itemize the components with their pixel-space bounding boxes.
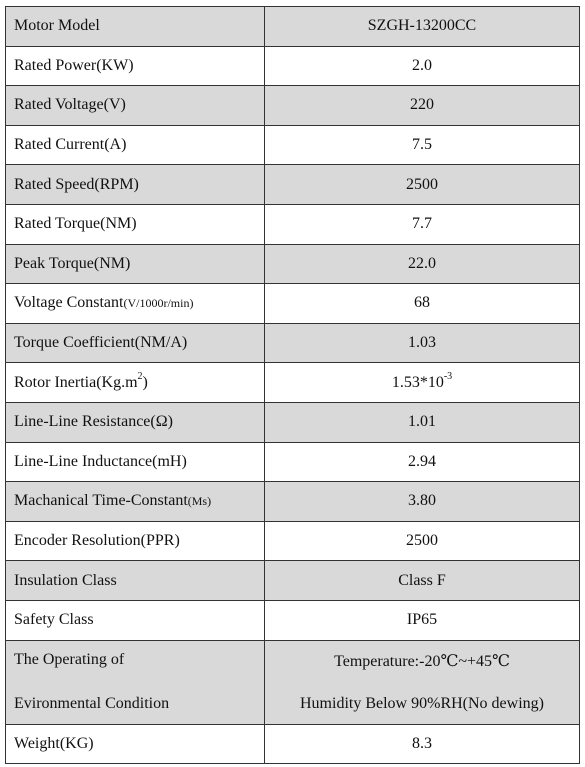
- spec-value-humidity: Humidity Below 90%RH(No dewing): [300, 695, 544, 712]
- spec-value: 7.5: [265, 125, 580, 165]
- spec-value-text: 1.53*10: [391, 373, 444, 391]
- spec-label: Rated Torque(NM): [6, 204, 265, 244]
- spec-value: 1.03: [265, 323, 580, 363]
- spec-label-unit: (V/1000r/min): [123, 296, 194, 311]
- spec-value-temperature: Temperature:-20℃~+45℃: [334, 653, 510, 670]
- table-row-rated-speed: [6, 165, 580, 205]
- table-row-insulation-class: [6, 561, 580, 601]
- spec-label-text: Rotor Inertia(Kg.m: [14, 373, 138, 391]
- spec-label: Torque Coefficient(NM/A): [6, 323, 265, 363]
- spec-value: 3.80: [265, 482, 580, 522]
- spec-label-end: ): [142, 373, 148, 391]
- spec-label-unit: (Ms): [187, 494, 212, 509]
- spec-label-text: Voltage Constant: [14, 294, 124, 312]
- spec-value: 8.3: [265, 724, 580, 764]
- spec-label: [6, 640, 265, 724]
- spec-label: Weight(KG): [6, 724, 265, 764]
- spec-label-line-2: Evironmental Condition: [14, 695, 170, 712]
- table-row-voltage-constant: [6, 284, 580, 324]
- spec-label-line-1: The Operating of: [14, 651, 125, 668]
- spec-value: 1.01: [265, 402, 580, 442]
- spec-label-text: Machanical Time-Constant: [14, 492, 188, 510]
- spec-label-superscript: 2: [137, 371, 143, 383]
- spec-value: Class F: [265, 561, 580, 601]
- spec-label: Motor Model: [6, 7, 265, 47]
- table-row-rated-voltage: [6, 86, 580, 126]
- table-row-mechanical-time-constant: [6, 482, 580, 522]
- spec-label: Safety Class: [6, 600, 265, 640]
- table-row-rated-current: [6, 125, 580, 165]
- spec-value-exponent: -3: [443, 371, 453, 383]
- spec-value: 2.94: [265, 442, 580, 482]
- table-row-line-resistance: [6, 402, 580, 442]
- table-row-rated-torque: [6, 204, 580, 244]
- table-row-torque-coefficient: [6, 323, 580, 363]
- table-row-motor-model: [6, 7, 580, 47]
- motor-spec-table: [5, 6, 580, 764]
- spec-label: Rated Speed(RPM): [6, 165, 265, 205]
- table-row-encoder-resolution: [6, 521, 580, 561]
- spec-value: 22.0: [265, 244, 580, 284]
- table-row-line-inductance: [6, 442, 580, 482]
- spec-label: Encoder Resolution(PPR): [6, 521, 265, 561]
- table-row-rotor-inertia: [6, 363, 580, 403]
- spec-value: [265, 640, 580, 724]
- spec-label: [6, 284, 265, 324]
- spec-value: 220: [265, 86, 580, 126]
- spec-value: SZGH-13200CC: [265, 7, 580, 47]
- spec-value: [265, 363, 580, 403]
- spec-value: 2500: [265, 165, 580, 205]
- spec-label: Rated Current(A): [6, 125, 265, 165]
- spec-value: 7.7: [265, 204, 580, 244]
- spec-label: [6, 482, 265, 522]
- spec-value: 2500: [265, 521, 580, 561]
- spec-label: Rated Voltage(V): [6, 86, 265, 126]
- spec-label: Peak Torque(NM): [6, 244, 265, 284]
- table-row-weight: [6, 724, 580, 764]
- table-row-operating-environment: [6, 640, 580, 724]
- table-row-peak-torque: [6, 244, 580, 284]
- spec-value: 2.0: [265, 46, 580, 86]
- spec-label: Line-Line Resistance(Ω): [6, 402, 265, 442]
- spec-label-lines: [14, 651, 264, 713]
- spec-label: Rated Power(KW): [6, 46, 265, 86]
- spec-label: Insulation Class: [6, 561, 265, 601]
- spec-value: IP65: [265, 600, 580, 640]
- spec-label: Line-Line Inductance(mH): [6, 442, 265, 482]
- table-row-rated-power: [6, 46, 580, 86]
- spec-label: [6, 363, 265, 403]
- spec-value: 68: [265, 284, 580, 324]
- table-row-safety-class: [6, 600, 580, 640]
- spec-value-lines: [265, 651, 579, 713]
